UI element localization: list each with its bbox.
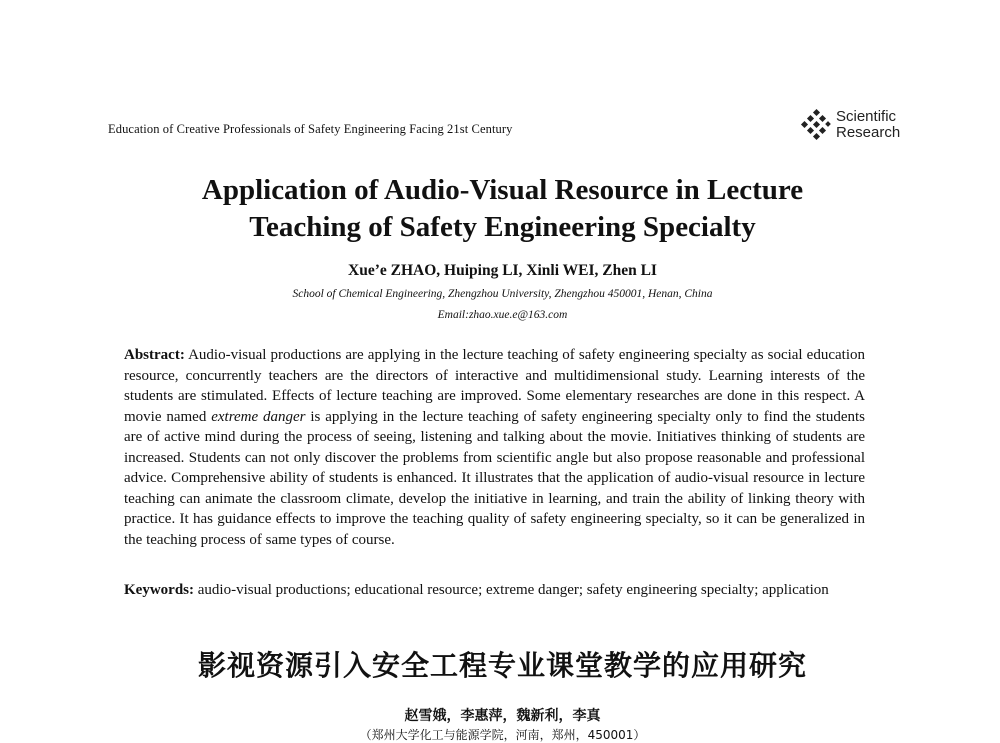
publisher-logo	[800, 108, 900, 142]
title-line-1: Application of Audio-Visual Resource in Lecture	[201, 174, 804, 206]
chinese-title: 影视资源引入安全工程专业课堂教学的应用研究	[197, 649, 807, 682]
chinese-authors: 赵雪娥，李惠萍，魏新利，李真	[404, 708, 601, 724]
keywords	[124, 580, 865, 601]
journal-header: Education of Creative Professionals of Safety Engineering Facing 21st Century	[108, 122, 513, 136]
abstract-text-1: Audio-visual productions are applying in the lecture teaching of safety engineering specialty as social education resource, concurrently teachers are the directors of interactive and multidimensional study. Learning interests of the students are stimulated. Effects of lecture teaching are improved. Some elementary researches are done in this respect. A movie named	[124, 347, 865, 425]
affiliation: School of Chemical Engineering, Zhengzhou University, Zhengzhou 450001, Henan, China	[292, 288, 713, 300]
email: Email:zhao.xue.e@163.com	[437, 309, 568, 321]
keywords-label: Keywords:	[124, 582, 194, 598]
authors: Xue’e ZHAO, Huiping LI, Xinli WEI, Zhen LI	[348, 262, 657, 279]
abstract	[124, 345, 865, 550]
logo-text	[836, 109, 900, 141]
keywords-text: audio-visual productions; educational resource; extreme danger; safety engineering specialty; application	[197, 582, 829, 598]
logo-line-2: Research	[836, 124, 901, 141]
chinese-affiliation: （郑州大学化工与能源学院，河南，郑州，450001）	[359, 728, 646, 742]
title-line-2: Teaching of Safety Engineering Specialty	[249, 211, 756, 243]
logo-line-1: Scientific	[836, 108, 897, 125]
paper-title	[100, 172, 905, 246]
abstract-text-2: is applying in the lecture teaching of safety engineering specialty only to find the students are of active mind during the process of seeing, listening and talking about the movie. Initiatives thinking of students are increased. Students can not only discover the problems from scientific angle but also propose reasonable and professional advice. Comprehensive ability of students is enhanced. It illustrates that the application of audio-visual resource in lecture teaching can animate the classroom climate, develop the initiative in learning, and train the ability of linking theory with practice. It has guidance effects to improve the teaching quality of safety engineering specialty, so it can be generalized in the teaching process of same types of course.	[124, 408, 865, 548]
scientific-research-logo-icon	[800, 108, 832, 142]
abstract-movie-title: extreme danger	[211, 408, 306, 425]
abstract-label: Abstract:	[124, 347, 185, 363]
